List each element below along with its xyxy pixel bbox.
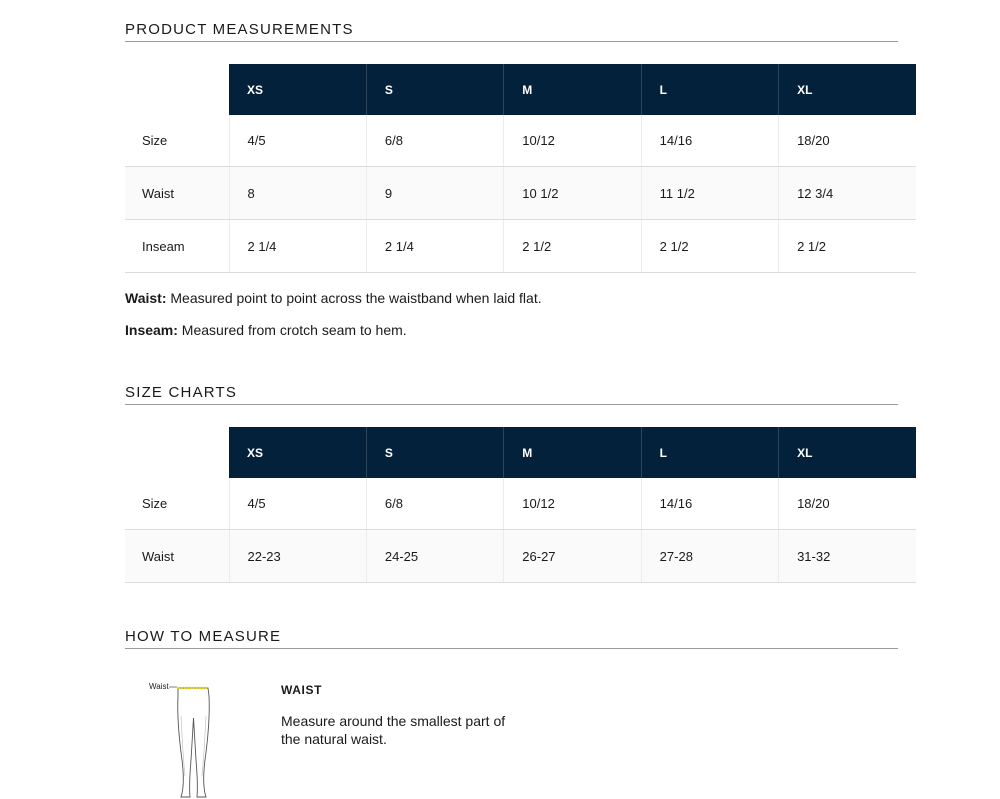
table-row-size: [125, 478, 916, 530]
table-row-size: [125, 115, 916, 167]
leggings-figure: [145, 676, 225, 799]
table-cell: 6/8: [366, 478, 503, 530]
table-header-row: [125, 64, 916, 115]
waist-instructions: Measure around the smallest part of the natural waist.: [281, 713, 506, 747]
table-cell: 10 1/2: [504, 167, 641, 220]
size-charts-title: SIZE CHARTS: [125, 384, 238, 401]
waist-note-term: Waist:: [125, 290, 167, 306]
table-row-waist: [125, 167, 916, 220]
table-cell: 18/20: [779, 478, 916, 530]
table-cell: 4/5: [229, 115, 366, 167]
row-label: Waist: [125, 530, 229, 583]
table-cell: 26-27: [504, 530, 641, 583]
row-label: Inseam: [125, 220, 229, 273]
inseam-note: [125, 322, 407, 338]
product-measurements-table: [125, 64, 916, 273]
product-measurements-title: PRODUCT MEASUREMENTS: [125, 21, 354, 38]
table-cell: 10/12: [504, 478, 641, 530]
table-cell: 9: [366, 167, 503, 220]
table-row-inseam: [125, 220, 916, 273]
section-divider: [125, 404, 898, 405]
section-divider: [125, 41, 898, 42]
table-cell: 14/16: [641, 115, 778, 167]
header-cell-s: S: [366, 64, 503, 115]
header-cell-s: S: [366, 427, 503, 478]
table-corner-cell: [125, 64, 229, 115]
header-cell-xl: XL: [779, 427, 916, 478]
waist-heading: WAIST: [281, 683, 322, 697]
table-cell: 6/8: [366, 115, 503, 167]
waist-note-text: Measured point to point across the waistband when laid flat.: [166, 290, 542, 306]
size-charts-table: [125, 427, 916, 583]
table-cell: 24-25: [366, 530, 503, 583]
row-label: Size: [125, 115, 229, 167]
waist-note: [125, 290, 542, 306]
table-cell: 8: [229, 167, 366, 220]
header-cell-l: L: [641, 427, 778, 478]
row-label: Size: [125, 478, 229, 530]
header-cell-xs: XS: [229, 427, 366, 478]
table-cell: 11 1/2: [641, 167, 778, 220]
table-cell: 10/12: [504, 115, 641, 167]
table-cell: 18/20: [779, 115, 916, 167]
inseam-note-text: Measured from crotch seam to hem.: [177, 322, 407, 338]
figure-waist-label: Waist: [149, 682, 169, 691]
table-row-waist: [125, 530, 916, 583]
header-cell-xl: XL: [779, 64, 916, 115]
table-cell: 2 1/4: [366, 220, 503, 273]
inseam-note-term: Inseam:: [125, 322, 178, 338]
table-header-row: [125, 427, 916, 478]
table-cell: 2 1/4: [229, 220, 366, 273]
row-label: Waist: [125, 167, 229, 220]
table-cell: 2 1/2: [504, 220, 641, 273]
table-cell: 4/5: [229, 478, 366, 530]
how-to-measure-title: HOW TO MEASURE: [125, 628, 282, 645]
table-cell: 12 3/4: [779, 167, 916, 220]
header-cell-m: M: [504, 64, 641, 115]
leggings-illustration: [145, 676, 225, 799]
table-cell: 27-28: [641, 530, 778, 583]
header-cell-l: L: [641, 64, 778, 115]
table-cell: 31-32: [779, 530, 916, 583]
header-cell-xs: XS: [229, 64, 366, 115]
table-cell: 2 1/2: [779, 220, 916, 273]
section-divider: [125, 648, 898, 649]
table-cell: 22-23: [229, 530, 366, 583]
table-cell: 2 1/2: [641, 220, 778, 273]
table-corner-cell: [125, 427, 229, 478]
header-cell-m: M: [504, 427, 641, 478]
table-cell: 14/16: [641, 478, 778, 530]
